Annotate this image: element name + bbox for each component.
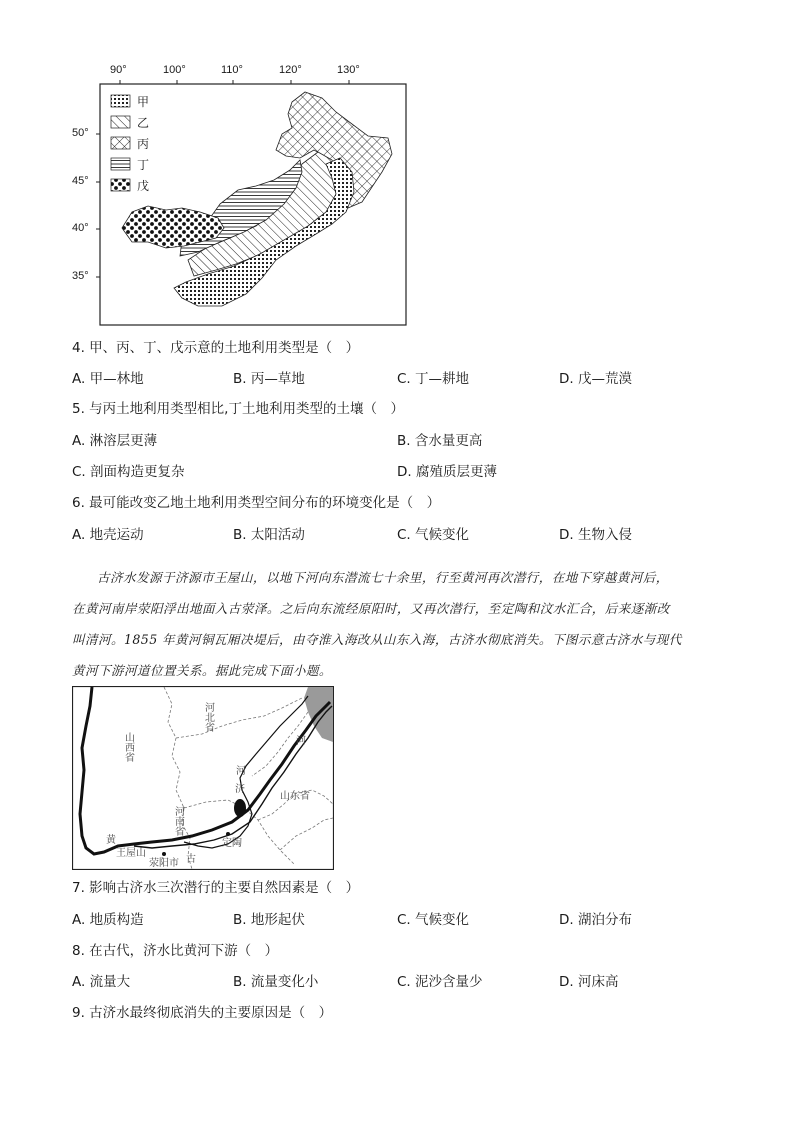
label-gu: 古 <box>186 854 196 865</box>
option-4c[interactable]: C. 丁—耕地 <box>397 371 470 387</box>
label-he-mid: 河 <box>236 766 246 777</box>
legend-swatch-yi <box>111 116 130 128</box>
legend-label-ding: 丁 <box>137 158 150 172</box>
label-hebei: 河北省 <box>202 702 214 732</box>
option-6c[interactable]: C. 气候变化 <box>397 527 470 543</box>
option-4a[interactable]: A. 甲—林地 <box>72 371 144 387</box>
question-7: 7. 影响古济水三次潜行的主要自然因素是（ ） <box>72 880 360 896</box>
lon-label: 90° <box>110 64 127 76</box>
option-7d[interactable]: D. 湖泊分布 <box>559 912 632 928</box>
question-5: 5. 与丙土地利用类型相比,丁土地利用类型的土壤（ ） <box>72 401 404 417</box>
legend-label-wu: 戊 <box>137 179 150 193</box>
label-dingtao: 定陶 <box>222 838 242 849</box>
option-8a[interactable]: A. 流量大 <box>72 974 131 990</box>
lon-label: 120° <box>279 64 302 76</box>
question-8: 8. 在古代，济水比黄河下游（ ） <box>72 943 279 959</box>
lat-label: 35° <box>72 270 89 282</box>
label-henan: 河南省 <box>172 806 184 836</box>
passage-line: 叫清河。1855 年黄河铜瓦厢决堤后，由夺淮入海改从山东入海，古济水彻底消失。下图示意古济水与现代 <box>72 632 682 647</box>
question-4: 4. 甲、丙、丁、戊示意的土地利用类型是（ ） <box>72 340 360 356</box>
option-7c[interactable]: C. 气候变化 <box>397 912 470 928</box>
option-6d[interactable]: D. 生物入侵 <box>559 527 632 543</box>
legend-label-bing: 丙 <box>137 137 150 151</box>
passage <box>72 562 724 686</box>
question-9: 9. 古济水最终彻底消失的主要原因是（ ） <box>72 1005 333 1021</box>
option-4b[interactable]: B. 丙—草地 <box>233 371 305 387</box>
jishui-map-svg <box>72 686 334 870</box>
lon-label: 100° <box>163 64 186 76</box>
option-8c[interactable]: C. 泥沙含量少 <box>397 974 483 990</box>
option-5a[interactable]: A. 淋溶层更薄 <box>72 433 158 449</box>
legend-swatch-bing <box>111 137 130 149</box>
option-7b[interactable]: B. 地形起伏 <box>233 912 305 928</box>
option-6b[interactable]: B. 太阳活动 <box>233 527 305 543</box>
label-wangwu: 王屋山 <box>116 848 146 859</box>
label-he-upper: 河 <box>296 736 306 747</box>
legend-swatch-ding <box>111 158 130 170</box>
passage-line: 在黄河南岸荥阳浮出地面入古荥泽。之后向东流经原阳时，又再次潜行，至定陶和汶水汇合，后来逐渐改 <box>72 601 670 616</box>
land-use-map <box>70 62 415 330</box>
dingtao-dot <box>226 832 230 836</box>
lon-label: 130° <box>337 64 360 76</box>
label-shanxi: 山西省 <box>122 732 134 762</box>
passage-line: 古济水发源于济源市王屋山，以地下河向东潜流七十余里，行至黄河再次潜行，在地下穿越黄河后， <box>97 570 669 585</box>
lon-label: 110° <box>221 64 243 76</box>
label-ji: 济 <box>235 784 245 795</box>
legend-label-jia: 甲 <box>137 95 150 109</box>
label-shandong: 山东省 <box>280 791 310 802</box>
legend-swatch-jia <box>111 95 130 107</box>
lat-label: 45° <box>72 175 89 187</box>
option-7a[interactable]: A. 地质构造 <box>72 912 144 928</box>
xingyang-dot <box>162 852 166 856</box>
option-4d[interactable]: D. 戊—荒漠 <box>559 371 632 387</box>
ancient-lake <box>234 799 246 817</box>
option-5c[interactable]: C. 剖面构造更复杂 <box>72 464 185 480</box>
label-xingyang: 荥阳市 <box>149 858 179 869</box>
land-use-map-svg <box>70 62 415 330</box>
lat-label: 50° <box>72 127 89 139</box>
question-6: 6. 最可能改变乙地土地利用类型空间分布的环境变化是（ ） <box>72 495 441 511</box>
lat-label: 40° <box>72 222 89 234</box>
option-5d[interactable]: D. 腐殖质层更薄 <box>397 464 497 480</box>
option-6a[interactable]: A. 地壳运动 <box>72 527 144 543</box>
option-8b[interactable]: B. 流量变化小 <box>233 974 319 990</box>
option-8d[interactable]: D. 河床高 <box>559 974 619 990</box>
jishui-map <box>72 686 334 870</box>
option-5b[interactable]: B. 含水量更高 <box>397 433 483 449</box>
label-huang: 黄 <box>106 835 116 846</box>
legend-swatch-wu <box>111 179 130 191</box>
passage-line: 黄河下游河道位置关系。据此完成下面小题。 <box>72 663 332 678</box>
legend-label-yi: 乙 <box>137 116 150 130</box>
